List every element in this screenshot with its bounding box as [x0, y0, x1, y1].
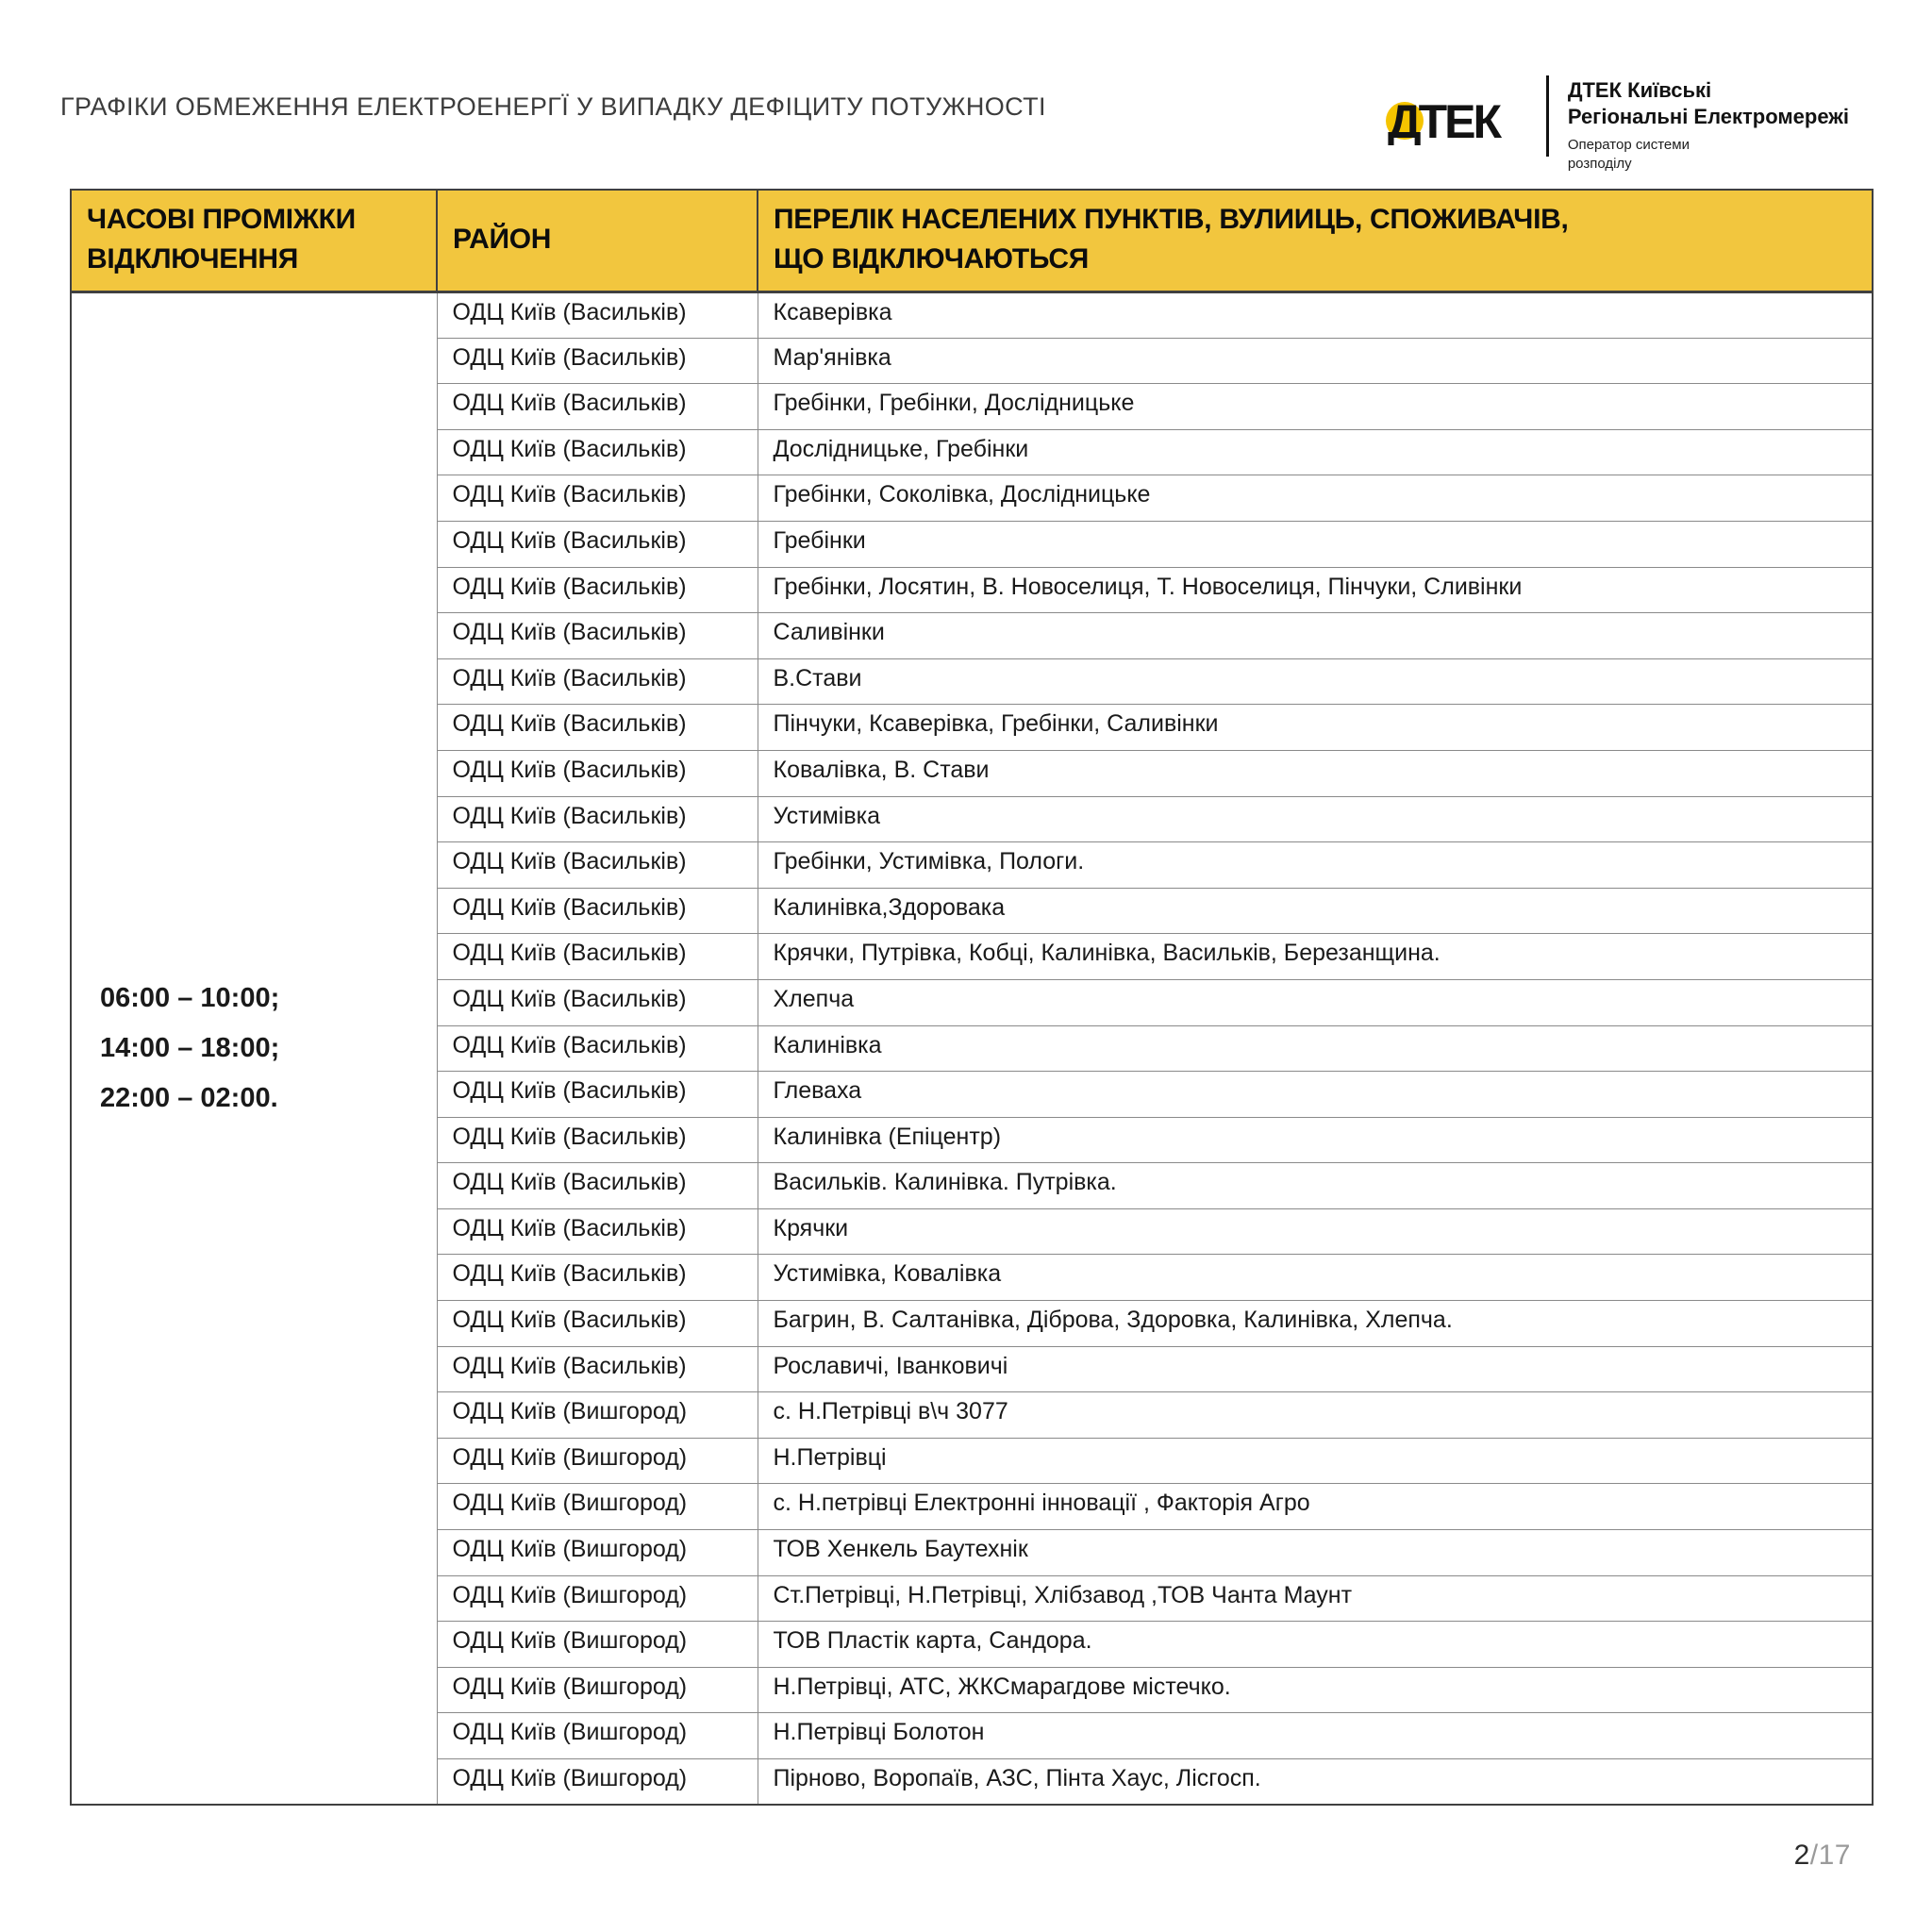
district-cell: ОДЦ Київ (Васильків)	[437, 1163, 758, 1209]
district-cell: ОДЦ Київ (Васильків)	[437, 475, 758, 522]
places-cell: Калинівка,Здоровака	[758, 888, 1873, 934]
time-interval: 14:00 – 18:00;	[100, 1033, 280, 1064]
places-cell: Гребінки, Лосятин, В. Новоселиця, Т. Новоселиця, Пінчуки, Сливінки	[758, 567, 1873, 613]
places-cell: Рославичі, Іванковичі	[758, 1346, 1873, 1392]
header-time-line1: ЧАСОВІ ПРОМІЖКИ	[87, 204, 356, 235]
column-header-places	[758, 190, 1873, 292]
district-cell: ОДЦ Київ (Вишгород)	[437, 1759, 758, 1806]
places-cell: Глеваха	[758, 1072, 1873, 1118]
district-cell: ОДЦ Київ (Васильків)	[437, 1346, 758, 1392]
district-cell: ОДЦ Київ (Вишгород)	[437, 1575, 758, 1622]
logo-subtitle-line1: Оператор системи	[1567, 137, 1690, 153]
header-places-line2: ЩО ВІДКЛЮЧАЮТЬСЯ	[774, 243, 1090, 275]
district-cell: ОДЦ Київ (Васильків)	[437, 842, 758, 889]
places-cell: Ковалівка, В. Стави	[758, 750, 1873, 796]
places-cell: Гребінки, Гребінки, Дослідницьке	[758, 384, 1873, 430]
places-cell: Устимівка	[758, 796, 1873, 842]
places-cell: Н.Петрівці	[758, 1438, 1873, 1484]
places-cell: Багрин, В. Салтанівка, Діброва, Здоровка, Калинівка, Хлепча.	[758, 1301, 1873, 1347]
places-cell: Калинівка	[758, 1025, 1873, 1072]
places-cell: Дослідницьке, Гребінки	[758, 429, 1873, 475]
places-cell: Гребінки, Устимівка, Пологи.	[758, 842, 1873, 889]
district-cell: ОДЦ Київ (Васильків)	[437, 1117, 758, 1163]
places-cell: Калинівка (Епіцентр)	[758, 1117, 1873, 1163]
district-cell: ОДЦ Київ (Вишгород)	[437, 1484, 758, 1530]
district-cell: ОДЦ Київ (Васильків)	[437, 338, 758, 384]
column-header-time	[71, 190, 437, 292]
places-cell: Ксаверівка	[758, 292, 1873, 339]
time-interval: 22:00 – 02:00.	[100, 1082, 278, 1113]
district-cell: ОДЦ Київ (Васильків)	[437, 1025, 758, 1072]
outage-schedule-table	[70, 189, 1874, 1806]
district-cell: ОДЦ Київ (Вишгород)	[437, 1667, 758, 1713]
places-cell: Пірново, Воропаїв, АЗС, Пінта Хаус, Лісгосп.	[758, 1759, 1873, 1806]
dtek-logo-icon	[1386, 85, 1527, 150]
logo-company-line2: Регіональні Електромережі	[1567, 104, 1849, 128]
district-cell: ОДЦ Київ (Васильків)	[437, 979, 758, 1025]
places-cell: Ст.Петрівці, Н.Петрівці, Хлібзавод ,ТОВ Чанта Маунт	[758, 1575, 1873, 1622]
logo-text	[1568, 75, 1849, 173]
places-cell: В.Стави	[758, 658, 1873, 705]
district-cell: ОДЦ Київ (Васильків)	[437, 658, 758, 705]
table-row	[71, 292, 1873, 339]
header-places-line1: ПЕРЕЛІК НАСЕЛЕНИХ ПУНКТІВ, ВУЛИИЦЬ, СПОЖИВАЧІВ,	[774, 204, 1569, 235]
places-cell: Крячки	[758, 1208, 1873, 1255]
header-district-line1: РАЙОН	[453, 224, 552, 255]
svg-text:ДТЕК: ДТЕК	[1387, 95, 1499, 145]
district-cell: ОДЦ Київ (Васильків)	[437, 429, 758, 475]
total-pages: /17	[1809, 1840, 1851, 1871]
page-number	[1794, 1840, 1851, 1872]
district-cell: ОДЦ Київ (Васильків)	[437, 705, 758, 751]
time-intervals-cell	[71, 292, 437, 1806]
places-cell: Н.Петрівці Болотон	[758, 1713, 1873, 1759]
district-cell: ОДЦ Київ (Васильків)	[437, 567, 758, 613]
table-body	[71, 292, 1873, 1806]
places-cell: Хлепча	[758, 979, 1873, 1025]
district-cell: ОДЦ Київ (Васильків)	[437, 521, 758, 567]
places-cell: Н.Петрівці, АТС, ЖКСмарагдове містечко.	[758, 1667, 1873, 1713]
header-time-line2: ВІДКЛЮЧЕННЯ	[87, 243, 298, 275]
district-cell: ОДЦ Київ (Васильків)	[437, 750, 758, 796]
places-cell: ТОВ Пластік карта, Сандора.	[758, 1622, 1873, 1668]
district-cell: ОДЦ Київ (Васильків)	[437, 1208, 758, 1255]
column-header-district	[437, 190, 758, 292]
district-cell: ОДЦ Київ (Васильків)	[437, 796, 758, 842]
time-interval: 06:00 – 10:00;	[100, 983, 280, 1014]
district-cell: ОДЦ Київ (Вишгород)	[437, 1622, 758, 1668]
logo-company-line1: ДТЕК Київські	[1567, 78, 1712, 102]
places-cell: Васильків. Калинівка. Путрівка.	[758, 1163, 1873, 1209]
places-cell: Гребінки	[758, 521, 1873, 567]
district-cell: ОДЦ Київ (Васильків)	[437, 1301, 758, 1347]
district-cell: ОДЦ Київ (Васильків)	[437, 888, 758, 934]
district-cell: ОДЦ Київ (Вишгород)	[437, 1392, 758, 1439]
district-cell: ОДЦ Київ (Васильків)	[437, 613, 758, 659]
district-cell: ОДЦ Київ (Вишгород)	[437, 1713, 758, 1759]
places-cell: с. Н.петрівці Електронні інновації , Факторія Агро	[758, 1484, 1873, 1530]
logo-divider	[1546, 75, 1549, 157]
district-cell: ОДЦ Київ (Вишгород)	[437, 1438, 758, 1484]
logo-subtitle-line2: розподілу	[1567, 155, 1632, 172]
places-cell: ТОВ Хенкель Баутехнік	[758, 1530, 1873, 1576]
places-cell: с. Н.Петрівці в\ч 3077	[758, 1392, 1873, 1439]
district-cell: ОДЦ Київ (Васильків)	[437, 1255, 758, 1301]
places-cell: Пінчуки, Ксаверівка, Гребінки, Саливінки	[758, 705, 1873, 751]
places-cell: Саливінки	[758, 613, 1873, 659]
district-cell: ОДЦ Київ (Васильків)	[437, 384, 758, 430]
district-cell: ОДЦ Київ (Васильків)	[437, 1072, 758, 1118]
places-cell: Мар'янівка	[758, 338, 1873, 384]
current-page: 2	[1793, 1840, 1810, 1871]
places-cell: Гребінки, Соколівка, Дослідницьке	[758, 475, 1873, 522]
places-cell: Крячки, Путрівка, Кобці, Калинівка, Васильків, Березанщина.	[758, 934, 1873, 980]
district-cell: ОДЦ Київ (Вишгород)	[437, 1530, 758, 1576]
page-title: ГРАФІКИ ОБМЕЖЕННЯ ЕЛЕКТРОЕНЕРГЇ У ВИПАДКУ ДЕФІЦИТУ ПОТУЖНОСТІ	[60, 92, 1046, 121]
district-cell: ОДЦ Київ (Васильків)	[437, 292, 758, 339]
table-header-row	[71, 190, 1873, 292]
district-cell: ОДЦ Київ (Васильків)	[437, 934, 758, 980]
dtek-logo-block	[1386, 75, 1849, 173]
places-cell: Устимівка, Ковалівка	[758, 1255, 1873, 1301]
